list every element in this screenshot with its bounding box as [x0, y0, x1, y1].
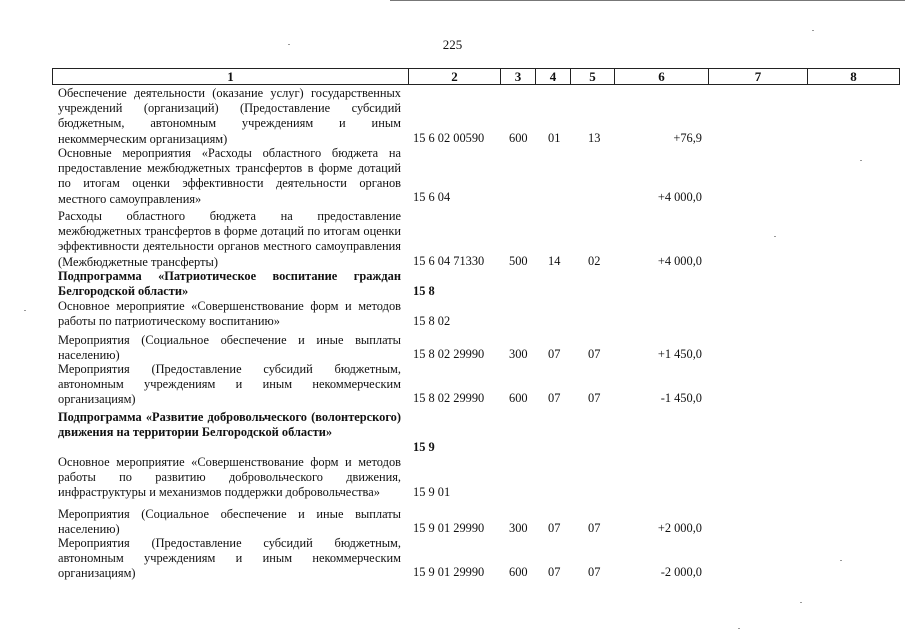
row-code: 15 6 02 00590: [413, 131, 485, 145]
row-amount: +4 000,0: [657, 190, 702, 204]
row-expense-type: 300: [509, 521, 528, 535]
top-edge-line: [390, 0, 905, 1]
row-section: 07: [548, 391, 561, 405]
row-description: Мероприятия (Социальное обеспечение и иные выплаты населению): [58, 507, 401, 537]
row-description: Мероприятия (Предоставление субсидий бюджетным, автономным учреждениям и иным некоммерческим организациям): [58, 536, 401, 581]
row-code: 15 8 02: [413, 314, 451, 328]
row-amount: +2 000,0: [657, 521, 702, 535]
row-expense-type: 500: [509, 254, 528, 268]
row-description: Основные мероприятия «Расходы областного бюджета на предоставление межбюджетных трансфертов в форме дотаций по итогам оценки эффективности деятельности органов местного самоуправления»: [58, 146, 401, 206]
scan-speck: [800, 602, 802, 603]
scan-speck: [738, 628, 740, 629]
row-description: Обеспечение деятельности (оказание услуг) государственных учреждений (организаций) (Предоставление субсидий бюджетным, автономным учреждениям и иным некоммерческим организациям): [58, 86, 401, 146]
header-col-5: 5: [570, 69, 614, 84]
row-description: Основное мероприятие «Совершенствование форм и методов работы по развитию добровольческого движения, инфраструктуры и механизмов поддержки добровольчества»: [58, 455, 401, 500]
row-expense-type: 600: [509, 565, 528, 579]
row-code: 15 9: [413, 440, 435, 454]
row-subsection: 02: [588, 254, 601, 268]
row-code: 15 6 04 71330: [413, 254, 485, 268]
header-col-8: 8: [807, 69, 899, 84]
row-code: 15 8: [413, 284, 435, 298]
row-description: Расходы областного бюджета на предоставление межбюджетных трансфертов в форме дотаций по итогам оценки эффективности деятельности органов местного самоуправления (Межбюджетные трансферты): [58, 209, 401, 269]
page-number: 225: [442, 37, 463, 52]
header-col-2: 2: [408, 69, 500, 84]
subprogram-title: Подпрограмма «Развитие добровольческого (волонтерского) движения на территории Белгородской области»: [58, 410, 401, 440]
header-col-3: 3: [500, 69, 535, 84]
scan-speck: [860, 160, 862, 161]
header-col-7: 7: [708, 69, 807, 84]
row-expense-type: 600: [509, 131, 528, 145]
row-expense-type: 600: [509, 391, 528, 405]
row-subsection: 07: [588, 565, 601, 579]
row-section: 07: [548, 347, 561, 361]
header-col-1: 1: [227, 69, 234, 84]
row-expense-type: 300: [509, 347, 528, 361]
row-amount: -2 000,0: [660, 565, 702, 579]
header-col-4: 4: [535, 69, 570, 84]
row-code: 15 9 01: [413, 485, 451, 499]
row-description: Мероприятия (Предоставление субсидий бюджетным, автономным учреждениям и иным некоммерческим организациям): [58, 362, 401, 407]
row-description: Мероприятия (Социальное обеспечение и иные выплаты населению): [58, 333, 401, 363]
scan-speck: [812, 30, 814, 31]
scan-speck: [840, 560, 842, 561]
row-amount: -1 450,0: [660, 391, 702, 405]
row-section: 07: [548, 521, 561, 535]
row-code: 15 9 01 29990: [413, 521, 485, 535]
subprogram-title: Подпрограмма «Патриотическое воспитание граждан Белгородской области»: [58, 269, 401, 299]
row-subsection: 13: [588, 131, 601, 145]
row-code: 15 8 02 29990: [413, 347, 485, 361]
row-amount: +4 000,0: [657, 254, 702, 268]
row-code: 15 8 02 29990: [413, 391, 485, 405]
row-amount: +1 450,0: [657, 347, 702, 361]
row-section: 07: [548, 565, 561, 579]
row-description: Основное мероприятие «Совершенствование форм и методов работы по патриотическому воспитанию»: [58, 299, 401, 329]
row-section: 14: [548, 254, 561, 268]
row-code: 15 6 04: [413, 190, 451, 204]
row-code: 15 9 01 29990: [413, 565, 485, 579]
row-amount: +76,9: [673, 131, 702, 145]
row-subsection: 07: [588, 391, 601, 405]
scan-speck: [24, 310, 26, 311]
row-subsection: 07: [588, 347, 601, 361]
scan-speck: [774, 236, 776, 237]
row-subsection: 07: [588, 521, 601, 535]
table-header-row: [52, 68, 900, 85]
scan-speck: [288, 44, 290, 45]
row-section: 01: [548, 131, 561, 145]
header-col-6: 6: [614, 69, 708, 84]
